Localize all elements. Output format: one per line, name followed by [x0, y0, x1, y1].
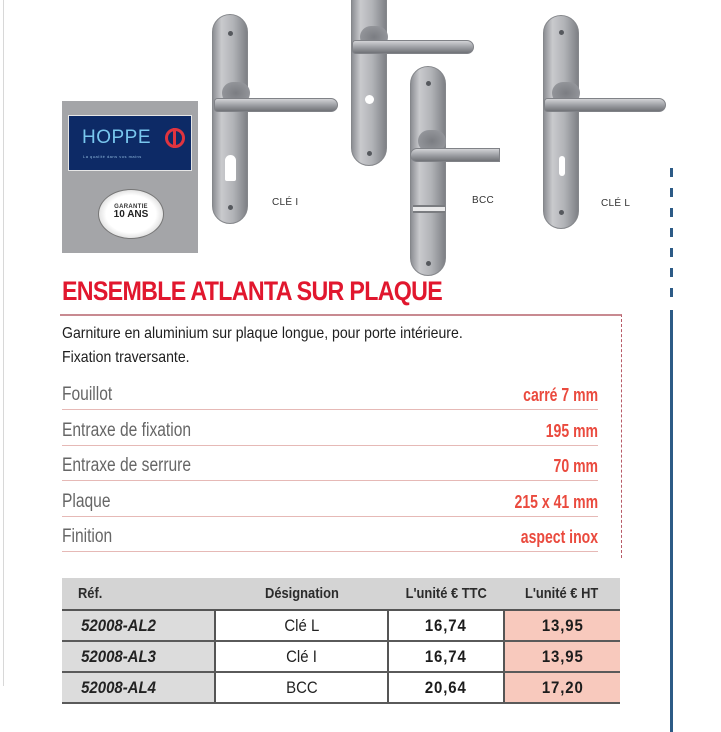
spec-value: 215 x 41 mm [514, 492, 598, 512]
cell-designation: BCC [215, 672, 388, 703]
description-line-2: Fixation traversante. [62, 349, 190, 366]
brand-name: HOPPE [82, 127, 152, 148]
hoppe-logo [68, 115, 192, 171]
description-box [60, 314, 622, 558]
lever-handle-icon [410, 148, 500, 162]
cell-ref: 52008-AL3 [62, 641, 215, 672]
side-rule-dashed [670, 168, 673, 308]
spec-value: carré 7 mm [523, 385, 598, 405]
table-row [62, 641, 620, 672]
hoppe-mark-icon [165, 128, 185, 148]
door-handle-key-l-plate-icon [543, 15, 579, 229]
cell-ref: 52008-AL4 [62, 672, 215, 703]
left-page-rule [3, 0, 4, 686]
header-ref: Réf. [62, 578, 215, 610]
product-description [62, 322, 463, 370]
spec-row-entraxe-serrure [62, 451, 598, 481]
product-title: ENSEMBLE ATLANTA SUR PLAQUE [62, 276, 443, 306]
spec-label: Plaque [62, 491, 111, 512]
header-price-ttc: L'unité € TTC [388, 578, 504, 610]
spec-label: Finition [62, 526, 113, 547]
table-row [62, 610, 620, 641]
variant-label: CLÉ I [272, 197, 299, 208]
door-handle-plate-dot-hole-icon [351, 0, 387, 166]
guarantee-label: GARANTIE [114, 204, 148, 210]
spec-label: Entraxe de fixation [62, 420, 192, 441]
cell-price-ht: 13,95 [504, 641, 620, 672]
cell-designation: Clé L [215, 610, 388, 641]
brand-panel [62, 101, 198, 253]
door-handle-euro-cylinder-plate-icon [212, 14, 248, 224]
spec-row-fouillot [62, 380, 598, 410]
spec-label: Entraxe de serrure [62, 455, 192, 476]
spec-row-entraxe-fixation [62, 416, 598, 446]
cell-price-ht: 17,20 [504, 672, 620, 703]
spec-row-finition [62, 522, 598, 552]
cell-price-ttc: 16,74 [388, 641, 504, 672]
guarantee-badge [98, 189, 164, 239]
variant-label: CLÉ L [601, 198, 631, 209]
side-rule-solid [670, 310, 673, 732]
spec-value: 70 mm [553, 456, 598, 476]
lever-handle-icon [544, 98, 666, 112]
spec-label: Fouillot [62, 384, 113, 405]
description-line-1: Garniture en aluminium sur plaque longue, pour porte intérieure. [62, 325, 463, 342]
cell-ref: 52008-AL2 [62, 610, 215, 641]
guarantee-duration: 10 ANS [113, 209, 149, 220]
spec-value: 195 mm [545, 421, 598, 441]
spec-value: aspect inox [520, 527, 598, 547]
variant-label: BCC [472, 195, 495, 206]
cell-designation: Clé I [215, 641, 388, 672]
cell-price-ttc: 16,74 [388, 610, 504, 641]
door-handle-bathroom-lock-plate-icon [410, 66, 446, 276]
lever-handle-icon [214, 98, 338, 112]
header-price-ht: L'unité € HT [504, 578, 620, 610]
cell-price-ht: 13,95 [504, 610, 620, 641]
brand-tagline: La qualité dans vos mains [83, 154, 142, 159]
table-row [62, 672, 620, 703]
lever-handle-icon [352, 40, 474, 54]
table-header-row [62, 578, 620, 610]
spec-row-plaque [62, 487, 598, 517]
price-table [62, 578, 620, 704]
cell-price-ttc: 20,64 [388, 672, 504, 703]
header-designation: Désignation [215, 578, 388, 610]
